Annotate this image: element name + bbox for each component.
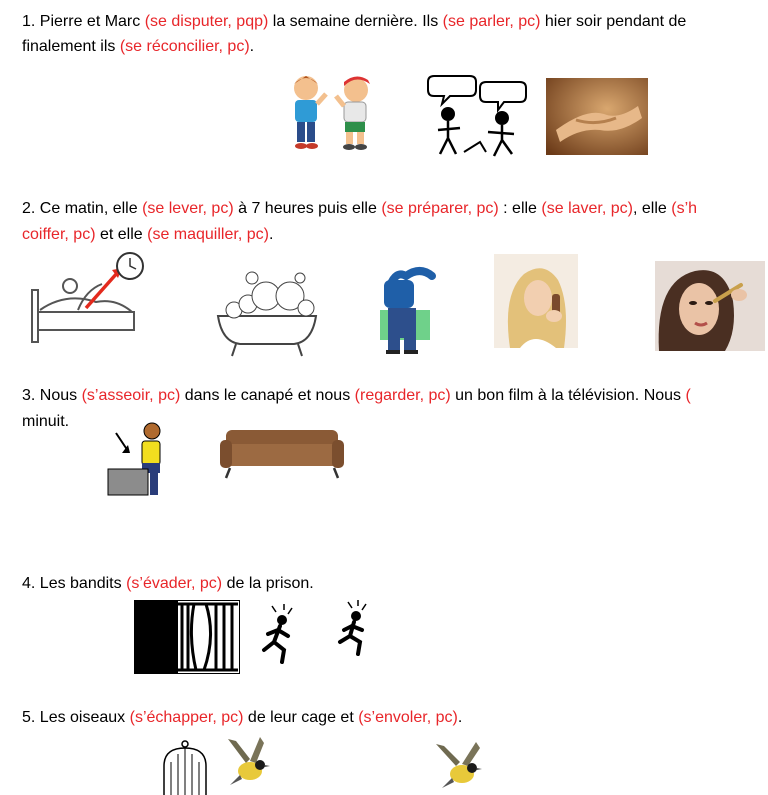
verb-hint: (s’évader, pc) — [126, 575, 223, 592]
verb-hint: (se réconcilier, pc) — [119, 38, 250, 55]
verb-hint: (s’envoler, pc) — [358, 709, 458, 726]
birdcage-image — [160, 740, 210, 795]
exercise-1-line-2: finalement ils (se réconcilier, pc). — [22, 38, 255, 55]
verb-hint: (se laver, pc) — [541, 200, 633, 217]
applying-makeup-photo — [655, 261, 765, 351]
verb-hint: (se lever, pc) — [142, 200, 234, 217]
verb-hint: (s’asseoir, pc) — [81, 387, 181, 404]
bath-bubbles-image — [212, 266, 322, 358]
brown-sofa-photo — [220, 424, 344, 480]
verb-hint: (se parler, pc) — [442, 13, 541, 30]
running-man-icon — [256, 604, 300, 666]
brushing-hair-photo — [494, 254, 578, 348]
verb-hint: (regarder, pc) — [354, 387, 451, 404]
exercise-3-line-2: minuit. — [22, 413, 70, 430]
flying-bird-photo — [430, 738, 490, 795]
getting-up-from-bed-image — [26, 250, 150, 346]
verb-hint: (se disputer, pqp) — [144, 13, 269, 30]
exercise-2-line-1: 2. Ce matin, elle (se lever, pc) à 7 heures puis elle (se préparer, pc) : elle (se laver, pc), elle (s’h — [22, 200, 698, 217]
verb-hint: ( — [685, 387, 691, 404]
verb-hint: (se préparer, pc) — [381, 200, 499, 217]
exercise-5-line-1: 5. Les oiseaux (s’échapper, pc) de leur cage et (s’envoler, pc). — [22, 709, 463, 726]
exercise-2-line-2: coiffer, pc) et elle (se maquiller, pc). — [22, 226, 274, 243]
verb-hint: coiffer, pc) — [22, 226, 96, 243]
handshake-photo — [546, 78, 648, 155]
sitting-down-pictogram — [106, 415, 166, 499]
verb-hint: (s’h — [671, 200, 698, 217]
running-man-icon — [334, 600, 374, 658]
flying-bird-photo — [220, 733, 276, 795]
verb-hint: (se maquiller, pc) — [147, 226, 269, 243]
broken-prison-bars-image — [134, 600, 240, 674]
two-people-talking-image — [420, 72, 530, 158]
exercise-1-line-1: 1. Pierre et Marc (se disputer, pqp) la semaine dernière. Ils (se parler, pc) hier soir pendant de — [22, 13, 687, 30]
two-boys-arguing-image — [282, 72, 386, 156]
getting-dressed-image — [370, 266, 440, 354]
exercise-3-line-1: 3. Nous (s’asseoir, pc) dans le canapé et nous (regarder, pc) un bon film à la télévision. Nous ( — [22, 387, 691, 404]
exercise-4-line-1: 4. Les bandits (s’évader, pc) de la prison. — [22, 575, 314, 592]
verb-hint: (s’échapper, pc) — [129, 709, 244, 726]
